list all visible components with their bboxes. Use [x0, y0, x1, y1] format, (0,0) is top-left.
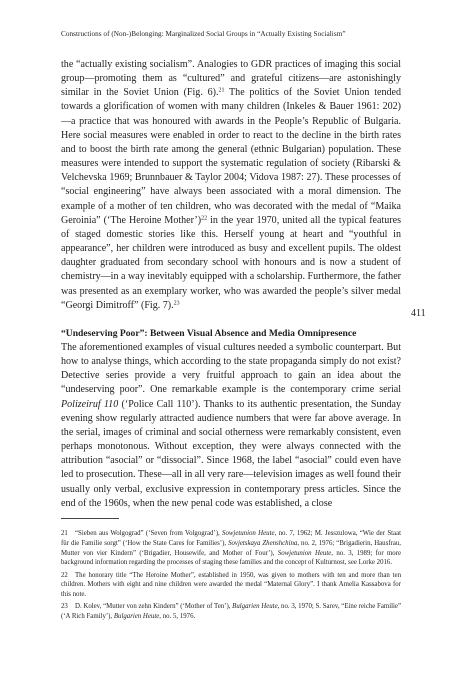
main-text: [61, 58, 401, 511]
footnote-source: Sowjetunion Heute: [277, 549, 332, 557]
footnote-23: [61, 602, 401, 622]
paragraph-1-part-1: the “actually existing socialism”. Analogies to GDR practices of imaging this social group—promoting them as “cultured” and grateful citizens—are astonishingly similar in the Soviet Union (Fig. 6).: [61, 59, 401, 99]
footnote-21: [61, 529, 401, 568]
footnote-text: , no. 5, 1976.: [159, 613, 196, 621]
footnote-number: 21: [61, 530, 68, 537]
paragraph-1: [61, 58, 401, 313]
paragraph-2-part-1: The aforementioned examples of visual cultures needed a symbolic counterpart. But how to analyse things, which according to the state propaganda simply do not exist? Detective series provide a very fruitful approach to gain an idea about the “undeserving poor”. One remarkable example is the contemporary crime serial: [61, 341, 401, 396]
paragraph-2-part-2: (‘Police Call 110’). Thanks to its authentic presentation, the Sunday evening show regularly attracted audience numbers that were far above average. In the serial, images of criminal and social otherness were remarkably consistent, even perhaps monotonous. Without exception, they were always connected with the attribution “asocial” or “dissocial”. Since 1968, the label “asocial” could even have led to prosecution. These—all in all very rare—television images as well found their usually only verbal, exclusive expression in contemporary press articles. Since the end of the 1960s, when the new penal code was established, a close: [61, 398, 401, 509]
footnote-text: “Sieben aus Wolgograd” (‘Seven from Volgograd’),: [75, 530, 223, 537]
footnote-22: [61, 571, 401, 600]
footnote-source: Sovjetskaya Zhenshchina: [228, 539, 298, 547]
footnote-text: , no. 3, 1989; for more background information regarding the processes of staging these families and the concept of Kulturnost, see Lorke 2016.: [61, 549, 402, 567]
footnote-source: Bulgarien Heute: [113, 613, 160, 621]
paragraph-2: [61, 341, 401, 511]
footnotes: [61, 529, 401, 624]
footnote-divider: [61, 518, 119, 519]
footnote-ref-22[interactable]: 22: [201, 215, 208, 222]
footnote-number: 23: [61, 603, 68, 611]
footnote-text: The honorary title “The Heroine Mother”, established in 1950, was given to mothers with ten and more than ten children. Mothers with eight and nine children were awarded the medal “Maternal Glory”. I thank Amelia Kassabova for this note.: [61, 571, 401, 599]
paragraph-1-part-2: The politics of the Soviet Union tended towards a glorification of women with many children (Inkeles & Bauer 1961: 202)—a practice that was honoured with awards in the People’s Republic of Bulgaria. Here social measures were enabled in order to react to the decline in the birth rates and to boost the birth rate among the general (ethnic Bulgarian) population. These measures were intended to support the systematic regulation of society (Ribarski & Velchevska 1969; Brunnbauer & Taylor 2004; Vidova 1987: 27). These processes of “social engineering” have always been associated with a moral dimension. The example of a mother of ten children, who was decorated with the medal of “Maika Geroinia” (‘The Heroine Mother’): [61, 87, 401, 226]
footnote-text: , no. 2, 1976; “Brigadierin, Hausfrau, Mutter von vier Kindern” (‘Brigadier, Housewife, and Mother of Four’),: [61, 539, 401, 557]
running-head: Constructions of (Non-)Belonging: Marginalized Social Groups in “Actually Existing Socialism”: [61, 30, 346, 38]
section-heading: “Undeserving Poor”: Between Visual Absence and Media Omnipresence: [61, 327, 357, 339]
footnote-ref-23[interactable]: 23: [173, 300, 180, 307]
paragraph-1-part-3: in the year 1970, united all the typical features of staged domestic stories like this. Herself young at heart and “youthful in appearance”, her children were introduced as busy and excellent pupils. The oldest daughter graduated from secondary school with honours and is now a student of chemistry—in a way inevitably equipped with a scholarship. Furthermore, the father was presented as an exemplary worker, who was awarded the people’s silver medal “Georgi Dimitroff” (Fig. 7).: [61, 214, 401, 311]
footnote-source: Bulgarien Heute: [232, 603, 278, 611]
page-number: 411: [411, 308, 426, 319]
footnote-text: , no. 3, 1970; S. Sarev, “Eine reiche Familie” (‘A Rich Family’),: [61, 603, 401, 621]
footnote-number: 22: [61, 571, 68, 579]
serial-title: Polizeiruf 110: [61, 398, 119, 410]
footnote-source: Sowjetunion Heute: [222, 530, 275, 537]
footnote-ref-21[interactable]: 21: [218, 87, 225, 94]
footnote-text: , no. 7, 1962; M. Jesszulowa, “Wie der Staat für die Familie sorgt” (‘How the State Cares for Families’),: [61, 530, 402, 547]
footnote-text: D. Kolev, “Mutter von zehn Kindern” (‘Mother of Ten’),: [75, 603, 233, 611]
